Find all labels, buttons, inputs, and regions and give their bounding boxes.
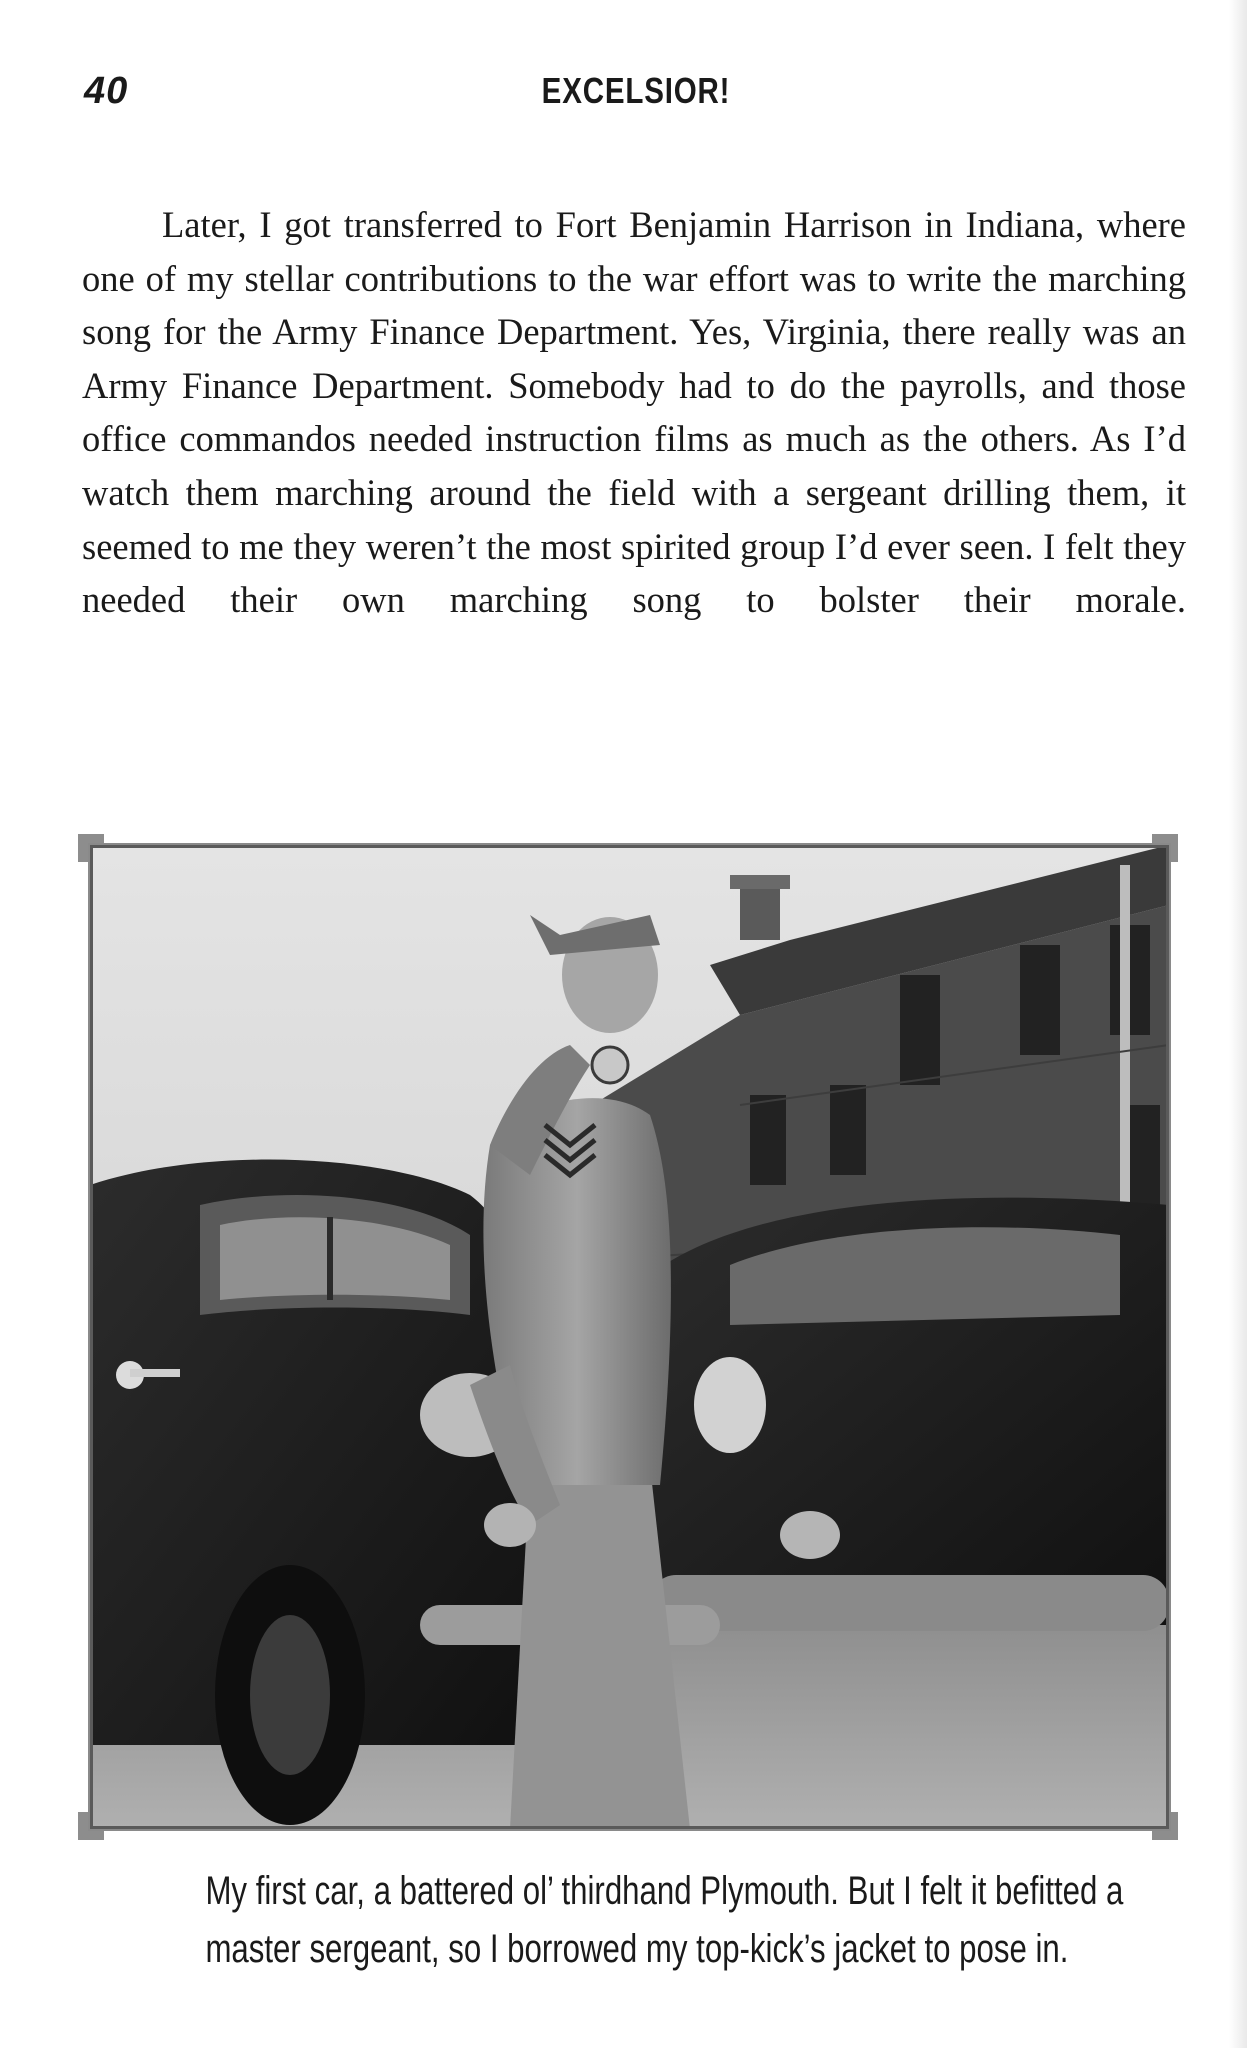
page-edge-shadow xyxy=(1229,0,1247,2048)
photo-caption xyxy=(84,1862,1188,1978)
second-car xyxy=(650,1198,1169,1631)
body-paragraph: Later, I got transferred to Fort Benjamin Harrison in Indiana, where one of my stellar contributions to the war effort was to write the marching song for the Army Finance Department. Yes, Virginia, there really was an Army Finance Department. Somebody had to do the payrolls, and those office commandos needed instruction films as much as the others. As I’d watch them marching around the field with a sergeant drilling them, it seemed to me they weren’t the most spirited group I’d ever seen. I felt they needed their own marching song to bolster their morale. xyxy=(82,204,1186,621)
page-number: 40 xyxy=(84,70,129,112)
caption-line-2: master sergeant, so I borrowed my top-kick’s jacket to pose in. xyxy=(205,1927,1069,1971)
running-head: EXCELSIOR! xyxy=(541,70,731,111)
plymouth-car xyxy=(90,1160,530,1825)
photo xyxy=(88,843,1171,1831)
caption-line-1: My first car, a battered ol’ thirdhand Plymouth. But I felt it befitted a xyxy=(205,1869,1124,1913)
photo-illustration xyxy=(90,845,1169,1829)
page-header xyxy=(84,70,1188,120)
